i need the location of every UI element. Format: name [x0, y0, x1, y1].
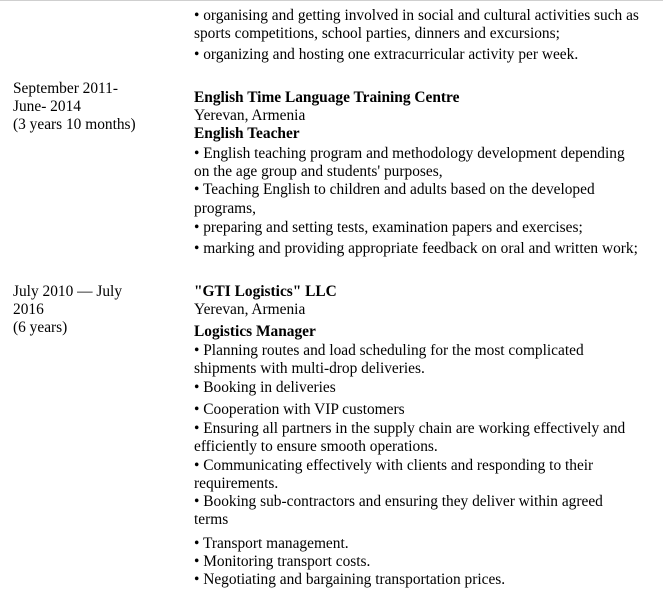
- duty-line: programs,: [194, 200, 256, 217]
- duty-line: • Booking sub-contractors and ensuring they deliver within agreed: [194, 493, 603, 510]
- job-title: English Teacher: [194, 125, 300, 142]
- duty-line: • Ensuring all partners in the supply chain are working effectively and: [194, 420, 626, 437]
- company-name: English Time Language Training Centre: [194, 89, 460, 106]
- duty-line: terms: [194, 511, 229, 528]
- entry-dates: 2016: [13, 301, 44, 318]
- entry-duration: (6 years): [13, 319, 68, 336]
- duty-line: efficiently to ensure smooth operations.: [194, 438, 438, 455]
- company-location: Yerevan, Armenia: [194, 301, 306, 318]
- company-location: Yerevan, Armenia: [194, 107, 306, 124]
- duty-line: • Communicating effectively with clients and responding to their: [194, 457, 594, 474]
- entry-dates: September 2011-: [13, 80, 118, 97]
- entry-duration: (3 years 10 months): [13, 116, 136, 133]
- duty-line: • Transport management.: [194, 535, 349, 552]
- duty-line: • English teaching program and methodology development depending: [194, 145, 625, 162]
- entry-dates: June- 2014: [13, 98, 81, 115]
- entry-dates: July 2010 — July: [13, 283, 123, 300]
- duty-line: shipments with multi-drop deliveries.: [194, 360, 425, 377]
- duty-line: • Booking in deliveries: [194, 379, 336, 396]
- duty-line: • Planning routes and load scheduling for the most complicated: [194, 342, 584, 359]
- bullet-line: • organising and getting involved in social and cultural activities such as: [194, 7, 639, 24]
- top-divider: [0, 0, 663, 1]
- company-name: "GTI Logistics" LLC: [194, 283, 337, 300]
- bullet-line: sports competitions, school parties, dinners and excursions;: [194, 25, 560, 42]
- duty-line: • preparing and setting tests, examination papers and exercises;: [194, 219, 583, 236]
- bullet-line: • organizing and hosting one extracurricular activity per week.: [194, 46, 579, 63]
- duty-line: requirements.: [194, 475, 279, 492]
- duty-line: on the age group and students' purposes,: [194, 163, 443, 180]
- job-title: Logistics Manager: [194, 323, 316, 340]
- duty-line: • Teaching English to children and adults based on the developed: [194, 181, 595, 198]
- duty-line: • Cooperation with VIP customers: [194, 401, 405, 418]
- duty-line: • Monitoring transport costs.: [194, 553, 371, 570]
- duty-line: • marking and providing appropriate feedback on oral and written work;: [194, 240, 638, 257]
- duty-line: • Negotiating and bargaining transportation prices.: [194, 571, 506, 588]
